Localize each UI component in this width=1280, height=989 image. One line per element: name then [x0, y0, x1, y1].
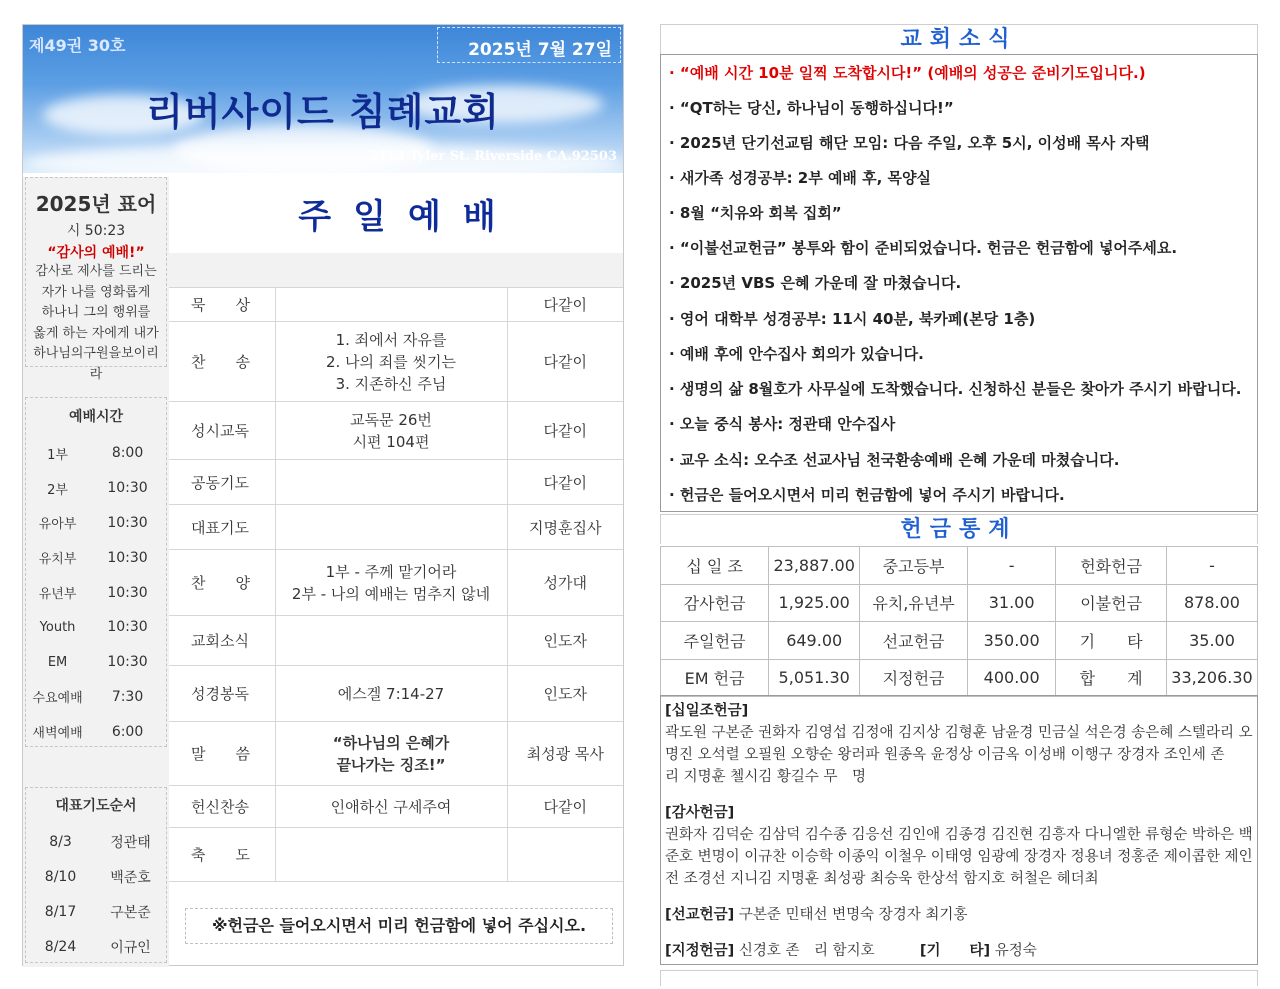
preacher: 최성광 목사: [507, 722, 623, 786]
order-row: [169, 460, 623, 505]
thanks-donors: [665, 802, 1253, 890]
offering-amount: 35.00: [1166, 622, 1257, 660]
offering-row: [661, 584, 1258, 622]
order-content: [275, 616, 507, 666]
offering-table: [660, 546, 1258, 697]
service-time: 10:30: [107, 514, 148, 531]
offering-label: 선교헌금: [860, 622, 968, 660]
news-item: · 2025년 단기선교팀 해단 모임: 다음 주일, 오후 5시, 이성배 목사 자택: [669, 134, 1150, 152]
offering-amount: 1,925.00: [769, 584, 860, 622]
worship-times: [25, 397, 167, 747]
news-item: · 2025년 VBS 은혜 가운데 잘 마쳤습니다.: [669, 274, 962, 292]
news-title: 교회소식: [660, 24, 1258, 54]
news-item: · 영어 대학부 성경공부: 11시 40분, 북카페(본당 1층): [669, 310, 1036, 328]
offering-label: 주일헌금: [661, 622, 769, 660]
order-row: [169, 666, 623, 722]
service-time: 7:30: [111, 688, 144, 705]
order-content: [275, 666, 507, 722]
order-leader: 다같이: [507, 402, 623, 460]
reading-line: 교독문 26번: [350, 410, 432, 429]
order-item: 말 씀: [169, 722, 275, 786]
offering-label: 이불헌금: [1056, 584, 1167, 622]
order-leader: 다같이: [507, 322, 623, 402]
offering-amount: 878.00: [1166, 584, 1257, 622]
offering-title: 헌금통계: [660, 514, 1258, 544]
sidebar: [23, 177, 169, 967]
sermon-title-line: “하나님의 은혜가: [332, 733, 450, 752]
worship-time-row: [26, 506, 166, 541]
worship-time-row: [26, 680, 166, 715]
worship-time-row: [26, 575, 166, 610]
offering-label: 합 계: [1056, 659, 1167, 697]
order-item: 축 도: [169, 828, 275, 882]
church-news: [660, 54, 1258, 512]
order-row: [169, 828, 623, 882]
prayer-order-title: 대표기도순서: [55, 798, 137, 814]
reading-line: 시편 104편: [352, 432, 430, 451]
prayer-leader: 이규인: [110, 939, 151, 956]
order-leader: 다같이: [507, 786, 623, 828]
news-item: · 8월 “치유와 회복 집회”: [669, 204, 842, 222]
motto-title: 2025년 표어: [35, 192, 157, 216]
service-name: 수요예배: [32, 691, 83, 707]
prayer-order: [25, 787, 167, 963]
prayer-leader: 백준호: [110, 869, 151, 886]
motto-line: 하나님의구원을보이리라: [33, 346, 159, 382]
order-item: 찬 송: [169, 322, 275, 402]
offering-amount: 5,051.30: [769, 659, 860, 697]
sermon-title: [275, 722, 507, 786]
tithe-names: 곽도원 구본준 권화자 김영섭 김정애 김지상 김형훈 남윤경 민금실 석은경 송은혜 스텔라리 오명진 오석렬 오필원 오향순 왕러파 원종옥 윤정상 이금옥 이성배 이행구 장경자 조인세 존 리 지명훈 첼시김 황길수 무 명: [665, 725, 1253, 785]
order-content: [275, 505, 507, 550]
news-item: · 교우 소식: 오수조 선교사님 천국환송예배 은혜 가운데 마쳤습니다.: [669, 451, 1120, 469]
offering-amount: 400.00: [968, 659, 1056, 697]
offering-amount: 31.00: [968, 584, 1056, 622]
order-row: [169, 402, 623, 460]
order-row: [169, 722, 623, 786]
motto-box: [25, 177, 167, 382]
order-item: 공동기도: [169, 460, 275, 505]
motto-line: 자가 나를 영화롭게: [41, 284, 151, 300]
order-content: [275, 322, 507, 402]
order-row: [169, 505, 623, 550]
thanks-names: 권화자 김덕순 김삼덕 김수종 김응선 김인애 김종경 김진현 김흥자 다니엘한 류형순 박하은 백준호 변명이 이규찬 이승학 이종익 이철우 이태영 임광예 장경자 정용녀 정홍준 제이콥한 제인전 조경선 지니김 지명훈 최성광 최승욱 한상석 함지호 허철은 헤더최: [665, 827, 1253, 887]
order-leader: 성가대: [507, 550, 623, 616]
news-item: · “예배 시간 10분 일찍 도착합시다!” (예배의 성공은 준비기도입니다.): [669, 64, 1146, 82]
worship-time-row: [26, 645, 166, 680]
hymn-line: 2. 나의 죄를 씻기는: [325, 352, 457, 371]
offering-label: 기 타: [1056, 622, 1167, 660]
order-item: 찬 양: [169, 550, 275, 616]
order-item: 교회소식: [169, 616, 275, 666]
offering-label: 십 일 조: [661, 547, 769, 585]
worship-time-row: [26, 610, 166, 645]
offering-label: 지정헌금: [860, 659, 968, 697]
worship-time-row: [26, 540, 166, 575]
service-name: EM: [47, 654, 68, 670]
mission-donors: [665, 904, 1253, 926]
service-order-table: [169, 287, 623, 882]
prayer-row: [26, 824, 166, 859]
offering-amount: 350.00: [968, 622, 1056, 660]
order-content: [275, 460, 507, 505]
offering-amount: 649.00: [769, 622, 860, 660]
header-banner: [23, 25, 623, 173]
scripture-reference: 에스겔 7:14-27: [337, 684, 445, 703]
order-content: [275, 402, 507, 460]
order-item: 성시교독: [169, 402, 275, 460]
order-row: [169, 786, 623, 828]
motto-line: 하나니 그의 행위를: [41, 305, 151, 320]
offering-total: 33,206.30: [1166, 659, 1257, 697]
service-name: 유아부: [38, 517, 77, 533]
service-name: 1부: [47, 447, 68, 463]
worship-time-row: [26, 471, 166, 506]
news-item: · 예배 후에 안수집사 회의가 있습니다.: [669, 345, 924, 363]
order-row: [169, 288, 623, 322]
prayer-leader: 구본준: [110, 904, 151, 921]
offering-amount: -: [1166, 547, 1257, 585]
designated-donors: [665, 940, 1253, 962]
order-item: 헌신찬송: [169, 786, 275, 828]
order-content: [275, 786, 507, 828]
order-content: [275, 288, 507, 322]
hymn-line: 1. 죄에서 자유를: [335, 330, 447, 349]
service-title: 주일예배: [298, 197, 518, 237]
prayer-date: 8/24: [44, 938, 77, 955]
motto-line: 감사로 제사를 드리는: [35, 264, 157, 279]
sermon-title-line: 끝나가는 징조!”: [336, 755, 446, 774]
anthem-line: 2부 - 나의 예배는 멈추지 않네: [291, 584, 491, 603]
church-name: 리버사이드 침례교회: [146, 90, 500, 134]
offering-notice: ※헌금은 들어오시면서 미리 헌금함에 넣어 주십시오.: [185, 908, 613, 944]
prayer-date: 8/10: [44, 868, 77, 885]
service-time: 10:30: [107, 584, 148, 601]
order-leader: 인도자: [507, 616, 623, 666]
offering-label: 유치,유년부: [860, 584, 968, 622]
offering-label: 중고등부: [860, 547, 968, 585]
offering-row: [661, 622, 1258, 660]
prayer-date: 8/17: [44, 903, 77, 920]
offering-row: [661, 547, 1258, 585]
motto-quote: “감사의 예배!”: [47, 245, 145, 261]
other-label: [기 타]: [919, 943, 991, 959]
service-name: Youth: [39, 619, 76, 635]
order-item: 성경봉독: [169, 666, 275, 722]
order-leader: [507, 828, 623, 882]
motto-reference: 시 50:23: [66, 223, 126, 239]
bulletin-date: 2025년 7월 27일: [468, 40, 612, 60]
date-box: [437, 27, 621, 63]
divider-strip: [169, 253, 623, 287]
motto-verse: [26, 262, 166, 385]
worship-time-row: [26, 436, 166, 471]
offering-amount: -: [968, 547, 1056, 585]
designated-names: 신경호 존 리 함지호: [738, 943, 875, 959]
service-time: 6:00: [111, 723, 144, 740]
service-name: 2부: [47, 482, 68, 498]
news-item: · 오늘 중식 봉사: 정관태 안수집사: [669, 415, 896, 433]
service-time: 8:00: [111, 445, 144, 462]
donor-list: [660, 695, 1258, 965]
prayer-leader: 정관태: [110, 834, 151, 851]
prayer-row: [26, 859, 166, 894]
thanks-label: [감사헌금]: [665, 805, 735, 821]
mission-label: [선교헌금]: [665, 907, 735, 923]
order-item: 묵 상: [169, 288, 275, 322]
news-item: · 새가족 성경공부: 2부 예배 후, 목양실: [669, 169, 932, 187]
bottom-rule: [660, 970, 1258, 986]
news-item: · “이불선교헌금” 봉투와 함이 준비되었습니다. 헌금은 헌금함에 넣어주세요.: [669, 239, 1178, 257]
tithe-donors: [665, 700, 1253, 788]
offering-label: 감사헌금: [661, 584, 769, 622]
order-leader: 인도자: [507, 666, 623, 722]
news-item: · 생명의 삶 8월호가 사무실에 도착했습니다. 신청하신 분들은 찾아가 주시기 바랍니다.: [669, 380, 1242, 398]
service-time: 10:30: [107, 549, 148, 566]
volume-number: 제49권 30호: [29, 36, 126, 55]
other-names: 유정숙: [994, 943, 1037, 959]
anthem-line: 1부 - 주께 맡기어라: [325, 562, 457, 581]
worship-time-row: [26, 714, 166, 749]
news-item: · 헌금은 들어오시면서 미리 헌금함에 넣어 주시기 바랍니다.: [669, 486, 1065, 504]
service-time: 10:30: [107, 480, 148, 497]
service-name: 유년부: [38, 587, 77, 603]
mission-names: 구본준 민태선 변명숙 장경자 최기홍: [738, 907, 968, 923]
news-item: · “QT하는 당신, 하나님이 동행하십니다!”: [669, 99, 954, 117]
prayer-row: [26, 929, 166, 964]
service-name: 유치부: [38, 552, 77, 568]
order-leader: 다같이: [507, 288, 623, 322]
prayer-date: 8/3: [49, 833, 72, 850]
order-content: [275, 828, 507, 882]
service-time: 10:30: [107, 619, 148, 636]
offering-label: 헌화헌금: [1056, 547, 1167, 585]
order-leader: 다같이: [507, 460, 623, 505]
order-row: [169, 616, 623, 666]
tithe-label: [십일조헌금]: [665, 703, 749, 719]
church-address: 5413 Tyler St. Riverside CA.92503: [368, 149, 617, 164]
bulletin-front-page: [22, 24, 624, 966]
motto-line: 옳게 하는 자에게 내가: [33, 325, 159, 341]
service-name: 새벽예배: [32, 726, 83, 742]
order-row: [169, 322, 623, 402]
order-row: [169, 550, 623, 616]
offering-row: [661, 659, 1258, 697]
service-time: 10:30: [107, 654, 148, 671]
prayer-row: [26, 894, 166, 929]
hymn-line: 3. 지존하신 주님: [335, 374, 447, 393]
closing-hymn: 인애하신 구세주여: [330, 797, 452, 816]
designated-label: [지정헌금]: [665, 943, 735, 959]
order-item: 대표기도: [169, 505, 275, 550]
worship-times-title: 예배시간: [68, 409, 124, 425]
bulletin-back-page: [660, 24, 1258, 986]
order-leader: 지명훈집사: [507, 505, 623, 550]
offering-amount: 23,887.00: [769, 547, 860, 585]
order-content: [275, 550, 507, 616]
offering-label: EM 헌금: [661, 659, 769, 697]
